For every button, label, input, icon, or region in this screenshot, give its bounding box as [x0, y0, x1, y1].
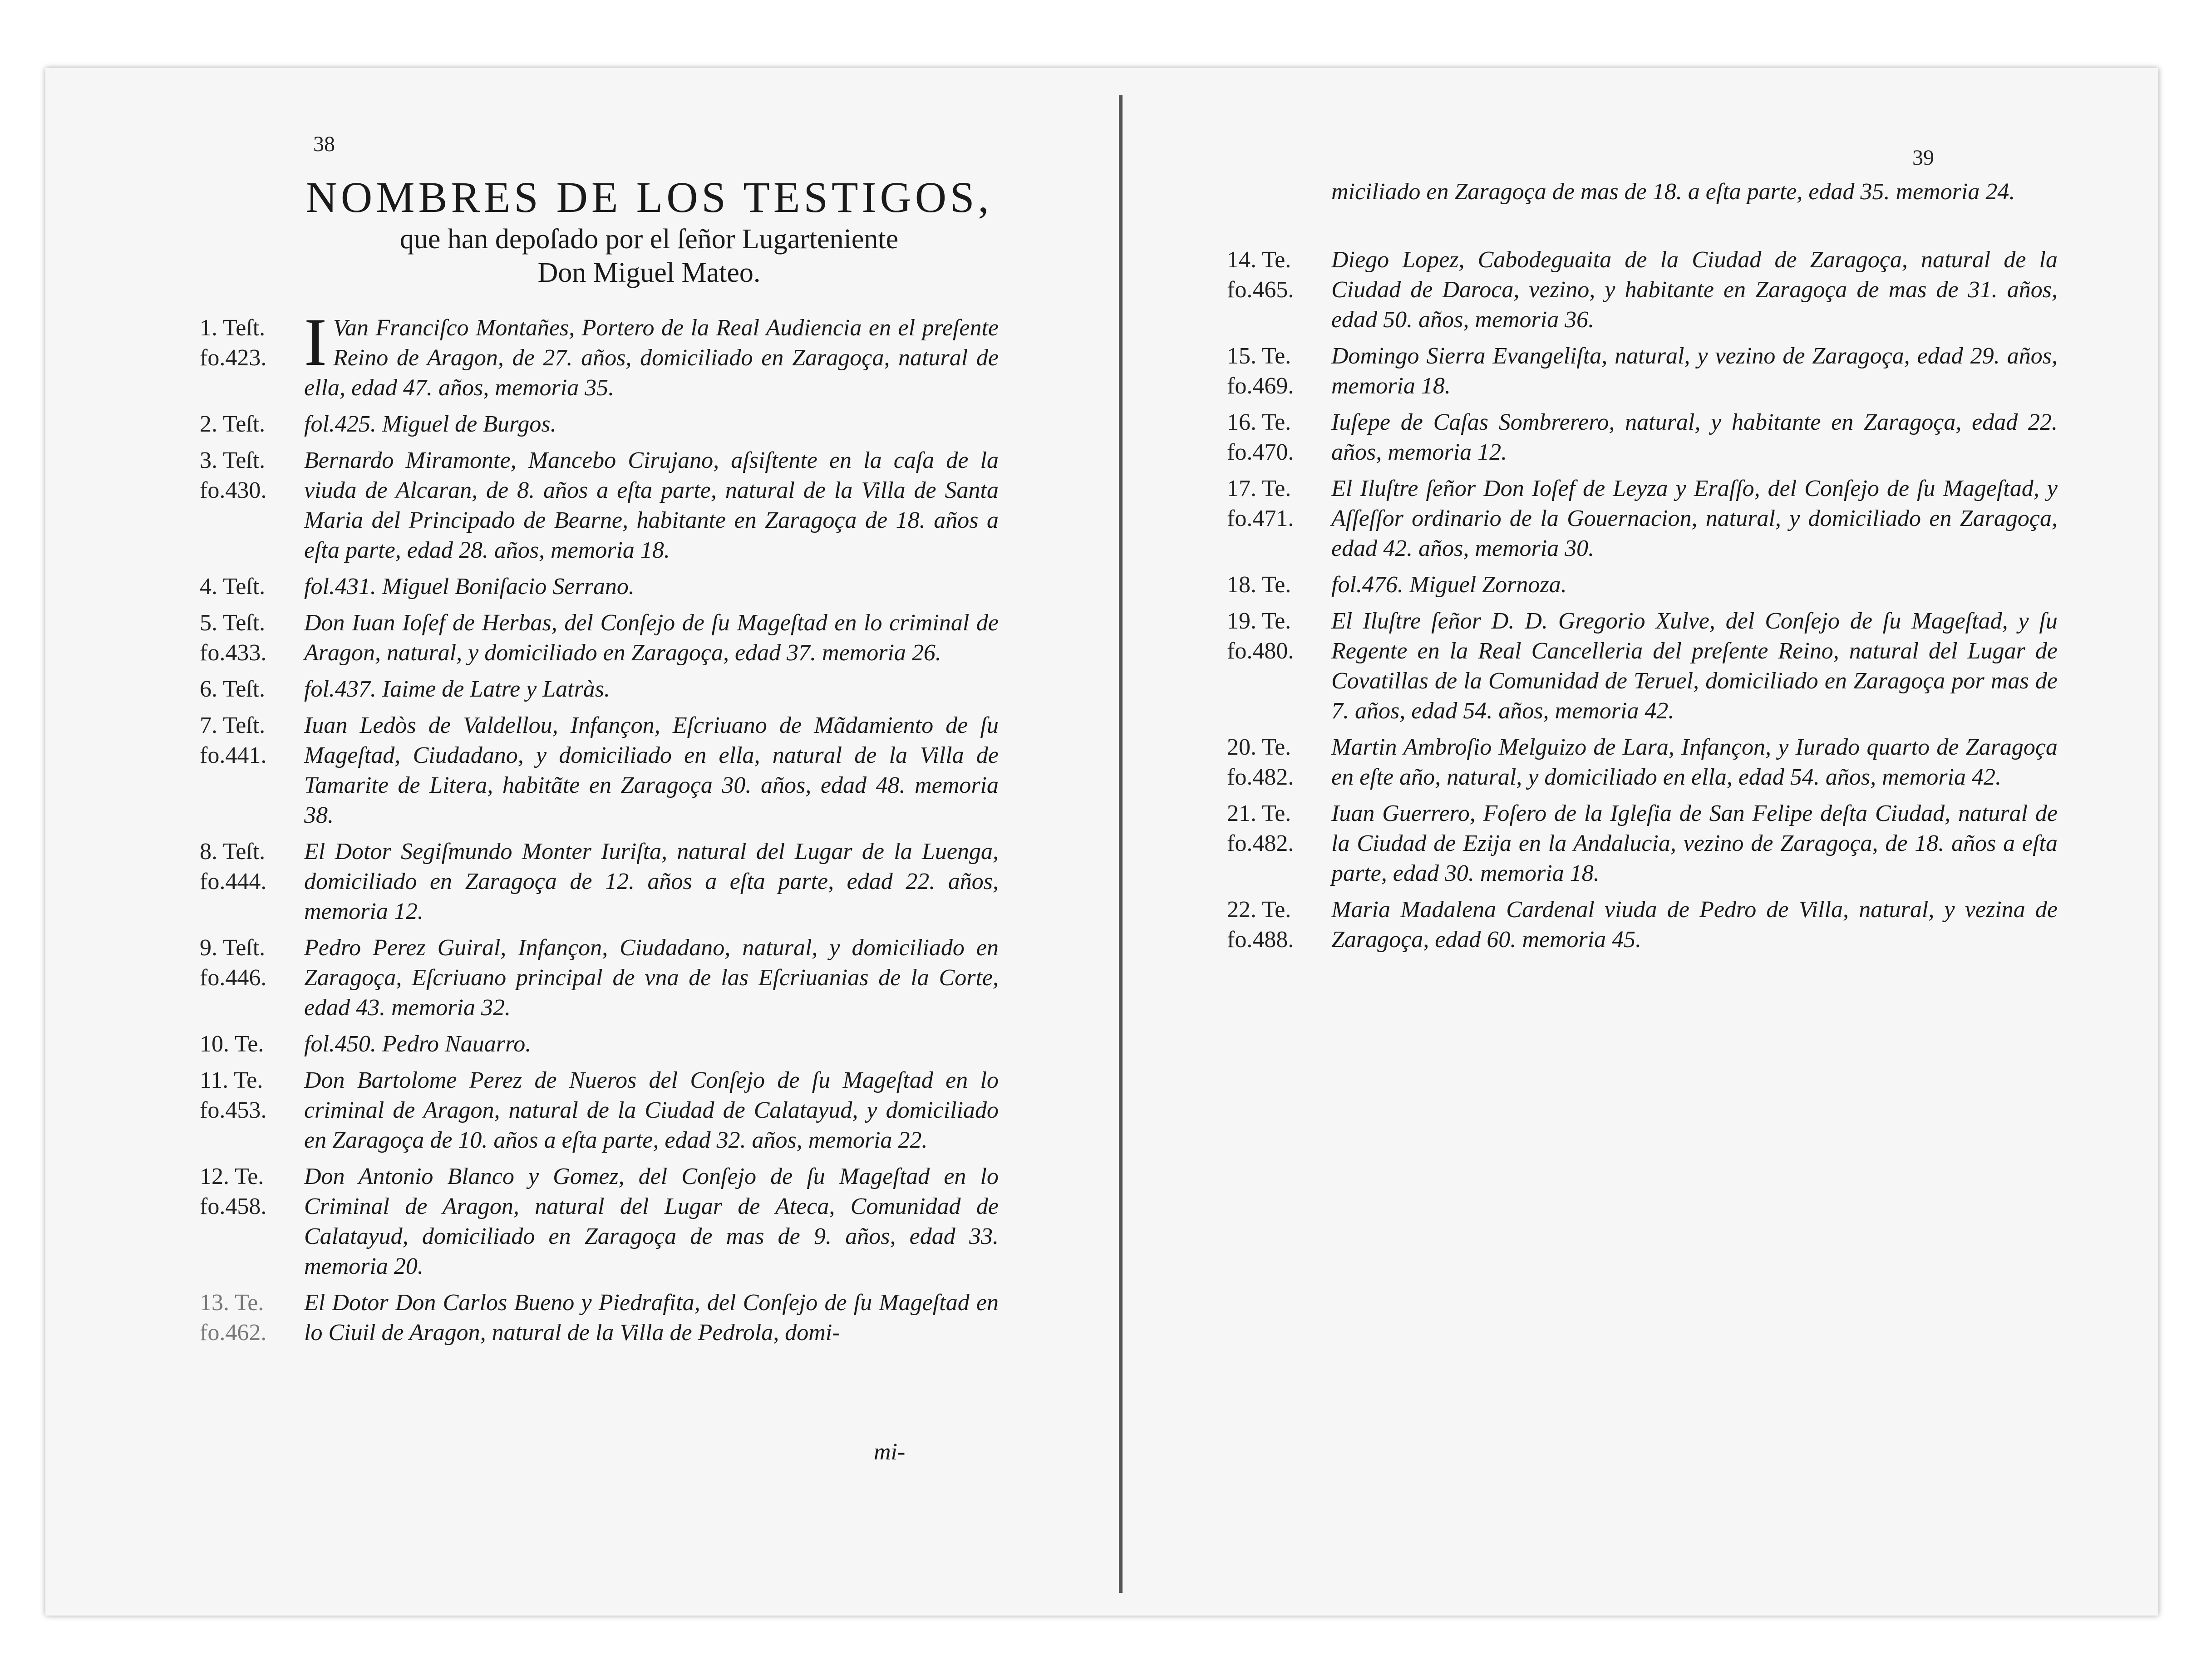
- entry-ref: 7. Teſt.: [200, 712, 266, 738]
- list-item: [200, 1288, 999, 1348]
- entry-text: El Dotor Don Carlos Bueno y Piedrafita, del Conſejo de ſu Mageſtad en lo Ciuil de Aragon, natural de la Villa de Pedrola, domi-: [304, 1290, 999, 1346]
- entry-text: El Iluſtre ſeñor Don Ioſef de Leyza y Eraſſo, del Conſejo de ſu Mageſtad, y Aſſeſſor ordinario de la Gouernacion, natural, y domiciliado en Zaragoça, edad 42. años, memoria 30.: [1331, 476, 2058, 561]
- entry-folio: fo.430.: [200, 477, 267, 503]
- page-number-right: 39: [1912, 146, 1934, 170]
- entry-text: Iuſepe de Caſas Sombrerero, natural, y habitante en Zaragoça, edad 22. años, memoria 12.: [1331, 409, 2058, 465]
- entry-text: fol.476. Miguel Zornoza.: [1331, 572, 1567, 598]
- list-item: [200, 1029, 999, 1059]
- entry-text: El Iluſtre ſeñor D. D. Gregorio Xulve, del Conſejo de ſu Mageſtad, y ſu Regente en la Real Cancelleria del preſente Reino, natural del Lugar de Covatillas de la Comunidad de Teruel, domiciliado en Zaragoça por mas de 7. años, edad 54. años, memoria 42.: [1331, 608, 2058, 724]
- entry-text: Diego Lopez, Cabodeguaita de la Ciudad de Zaragoça, natural de la Ciudad de Daroca, vezino, y habitante en Zaragoça de mas de 31. años, edad 50. años, memoria 36.: [1331, 247, 2058, 333]
- page-title: [263, 172, 1035, 290]
- entry-ref: 2. Teſt.: [200, 411, 266, 437]
- list-item: [1227, 799, 2058, 889]
- list-item: [1227, 408, 2058, 467]
- entry-ref: 14. Te.: [1227, 247, 1291, 273]
- entry-folio: fo.482.: [1227, 830, 1294, 856]
- entry-ref: 9. Teſt.: [200, 935, 266, 961]
- title-sub-1: que han depoſado por el ſeñor Lugarteniente: [399, 224, 899, 255]
- entry-ref: 20. Te.: [1227, 734, 1291, 760]
- title-main: NOMBRES DE LOS TESTIGOS,: [305, 173, 993, 221]
- entry-ref: 15. Te.: [1227, 343, 1291, 369]
- list-item: [200, 446, 999, 565]
- entry-ref: 17. Te.: [1227, 476, 1291, 501]
- entry-ref: 8. Teſt.: [200, 839, 266, 865]
- book-gutter: [1119, 95, 1123, 1593]
- title-sub-2: Don Miguel Mateo.: [537, 257, 761, 288]
- entry-text: Don Iuan Ioſef de Herbas, del Conſejo de ſu Mageſtad en lo criminal de Aragon, natural, y domiciliado en Zaragoça, edad 37. memoria 26.: [304, 610, 999, 666]
- entry-folio: fo.446.: [200, 965, 267, 991]
- entry-ref: 13. Te.: [200, 1290, 264, 1316]
- catchword: mi-: [874, 1439, 906, 1465]
- entry-ref: 19. Te.: [1227, 608, 1291, 634]
- entry-text: Martin Ambroſio Melguizo de Lara, Infançon, y Iurado quarto de Zaragoça en eſte año, natural, y domiciliado en ella, edad 54. años, memoria 42.: [1331, 734, 2058, 790]
- entry-ref: 16. Te.: [1227, 409, 1291, 435]
- entry-ref: 22. Te.: [1227, 897, 1291, 923]
- list-item: [1227, 606, 2058, 726]
- list-item: [200, 305, 999, 403]
- right-page: [1123, 68, 2158, 1616]
- entry-folio: fo.433.: [200, 640, 267, 666]
- entry-text: fol.425. Miguel de Burgos.: [304, 411, 556, 437]
- list-item: [1227, 895, 2058, 955]
- entry-ref: 6. Teſt.: [200, 676, 266, 702]
- list-item: [1227, 570, 2058, 600]
- entry-folio: fo.469.: [1227, 373, 1294, 399]
- entry-ref: 18. Te.: [1227, 572, 1291, 598]
- entry-folio: fo.423.: [200, 345, 267, 371]
- entry-text: Domingo Sierra Evangeliſta, natural, y vezino de Zaragoça, edad 29. años, memoria 18.: [1331, 343, 2058, 399]
- entry-text: fol.450. Pedro Nauarro.: [304, 1031, 532, 1057]
- entry-folio: fo.453.: [200, 1097, 267, 1123]
- entry-folio: fo.482.: [1227, 764, 1294, 790]
- witness-list-right: [1227, 245, 2058, 961]
- entry-folio: fo.444.: [200, 869, 267, 894]
- entry-folio: fo.462.: [200, 1320, 267, 1346]
- list-item: [1227, 732, 2058, 792]
- list-item: [200, 608, 999, 668]
- list-item: [200, 1066, 999, 1155]
- entry-text: Iuan Ledòs de Valdellou, Infançon, Eſcriuano de Mãdamiento de ſu Mageſtad, Ciudadano, y domiciliado en ella, natural de la Villa de Tamarite de Litera, habitãte en Zaragoça 30. años, edad 48. memoria 38.: [304, 712, 999, 828]
- entry-text: fol.437. Iaime de Latre y Latràs.: [304, 676, 611, 702]
- entry-folio: fo.470.: [1227, 439, 1294, 465]
- entry-folio: fo.465.: [1227, 277, 1294, 303]
- entry-folio: fo.488.: [1227, 927, 1294, 953]
- entry-ref: 12. Te.: [200, 1164, 264, 1189]
- continuation-text: miciliado en Zaragoça de mas de 18. a eſta parte, edad 35. memoria 24.: [1331, 179, 2015, 205]
- list-item: [1227, 245, 2058, 335]
- entry-text: Iuan Guerrero, Foſero de la Igleſia de San Felipe deſta Ciudad, natural de la Ciudad de Ezija en la Andalucia, vezino de Zaragoça, de 18. años a eſta parte, edad 30. memoria 18.: [1331, 801, 2058, 886]
- list-item: [200, 674, 999, 704]
- left-page: [45, 68, 1119, 1616]
- entry-ref: 11. Te.: [200, 1067, 263, 1093]
- entry-ref: 3. Teſt.: [200, 447, 266, 473]
- entry-ref: 4. Teſt.: [200, 574, 266, 599]
- list-item: [200, 409, 999, 439]
- list-item: [1227, 474, 2058, 564]
- entry-ref: 5. Teſt.: [200, 610, 266, 636]
- entry-ref: 1. Teſt.: [200, 315, 266, 341]
- entry-folio: fo.441.: [200, 742, 267, 768]
- entry-text: Don Bartolome Perez de Nueros del Conſejo de ſu Mageſtad en lo criminal de Aragon, natural de la Ciudad de Calatayud, y domiciliado en Zaragoça de 10. años a eſta parte, edad 32. años, memoria 22.: [304, 1067, 999, 1153]
- witness-list-left: [200, 305, 999, 1354]
- page-number-left: 38: [313, 132, 335, 156]
- entry-text: Maria Madalena Cardenal viuda de Pedro de Villa, natural, y vezina de Zaragoça, edad 60. memoria 45.: [1331, 897, 2058, 953]
- list-item: [200, 711, 999, 830]
- entry-text: Don Antonio Blanco y Gomez, del Conſejo de ſu Mageſtad en lo Criminal de Aragon, natural del Lugar de Ateca, Comunidad de Calatayud, domiciliado en Zaragoça de mas de 9. años, edad 33. memoria 20.: [304, 1164, 999, 1279]
- entry-text: IVan Franciſco Montañes, Portero de la Real Audiencia en el preſente Reino de Aragon, de 27. años, domiciliado en Zaragoça, natural de ella, edad 47. años, memoria 35.: [304, 305, 999, 401]
- entry-text: fol.431. Miguel Boniſacio Serrano.: [304, 574, 635, 599]
- entry-text: El Dotor Segiſmundo Monter Iuriſta, natural del Lugar de la Luenga, domiciliado en Zaragoça de 12. años a eſta parte, edad 22. años, memoria 12.: [304, 839, 999, 924]
- list-item: [200, 837, 999, 927]
- entry-ref: 21. Te.: [1227, 801, 1291, 826]
- entry-text: Pedro Perez Guiral, Infançon, Ciudadano, natural, y domiciliado en Zaragoça, Eſcriuano principal de vna de las Eſcriuanias de la Corte, edad 43. memoria 32.: [304, 935, 999, 1021]
- entry-ref: 10. Te.: [200, 1031, 264, 1057]
- list-item: [200, 1162, 999, 1282]
- entry-folio: fo.458.: [200, 1194, 267, 1219]
- list-item: [1227, 341, 2058, 401]
- entry-folio: fo.471.: [1227, 506, 1294, 531]
- entry-folio: fo.480.: [1227, 638, 1294, 664]
- list-item: [200, 933, 999, 1023]
- list-item: [200, 572, 999, 602]
- entry-text: Bernardo Miramonte, Mancebo Cirujano, aſsiſtente en la caſa de la viuda de Alcaran, de 8. años a eſta parte, natural de la Villa de Santa Maria del Principado de Bearne, habitante en Zaragoça de 18. años a eſta parte, edad 28. años, memoria 18.: [304, 447, 999, 563]
